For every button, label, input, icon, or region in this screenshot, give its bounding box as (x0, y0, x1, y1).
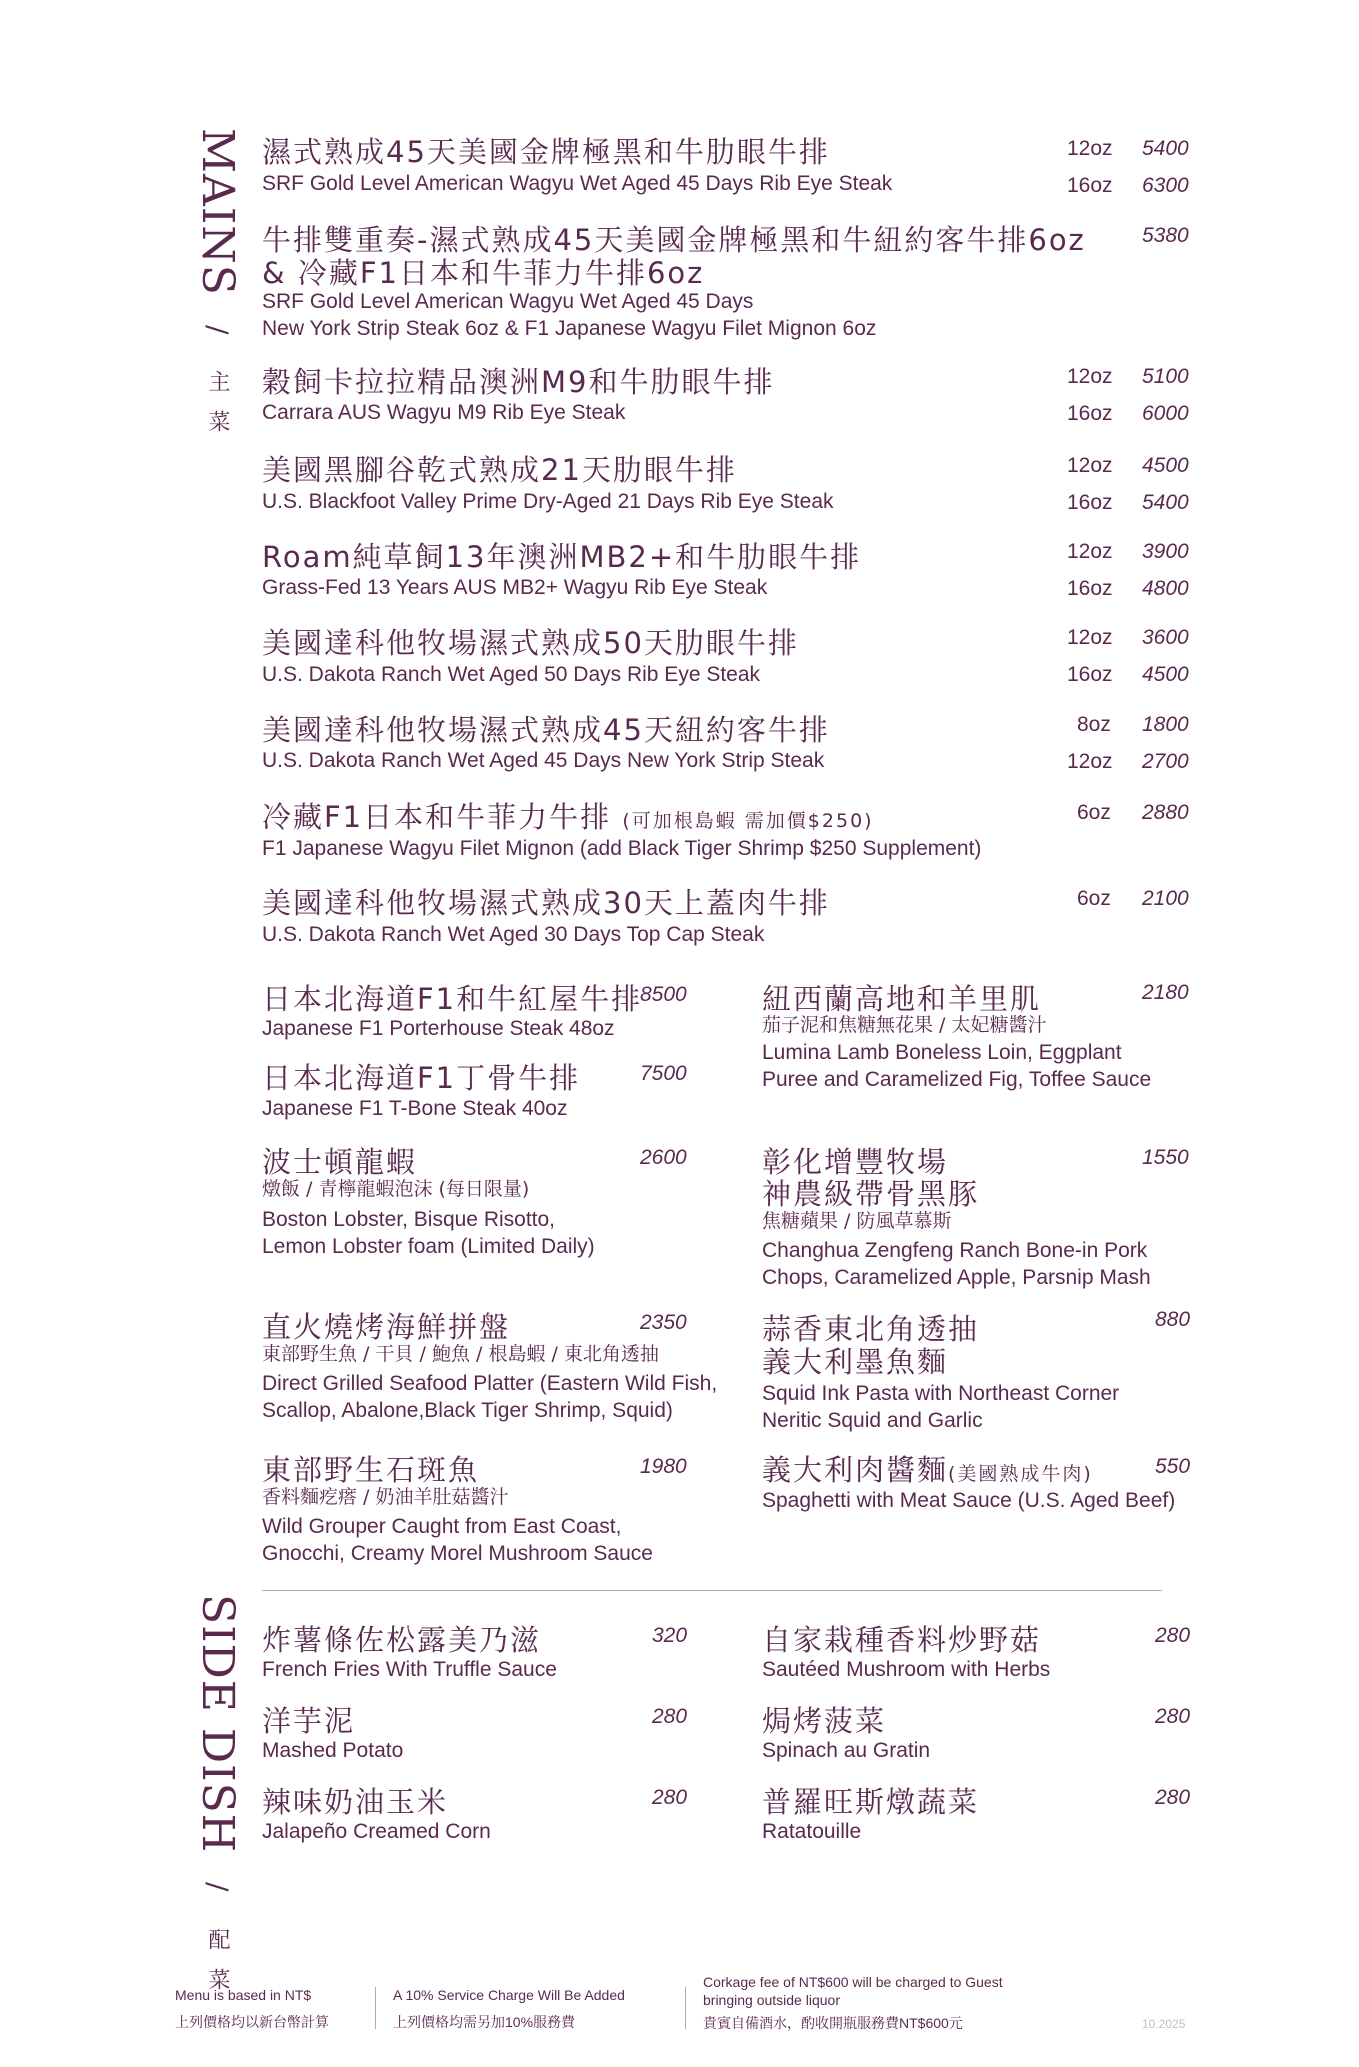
menu-item-size: 12oz (1067, 750, 1113, 773)
side-item-price: 280 (1155, 1624, 1191, 1647)
section-title-mains (192, 128, 243, 450)
menu-item-name: 美國達科他牧場濕式熟成45天紐約客牛排 (262, 713, 830, 747)
menu-item-size: 12oz (1067, 540, 1113, 563)
section-divider (262, 1590, 1162, 1591)
footer-currency-en: Menu is based in NT$ (175, 1987, 312, 2003)
menu-item-desc-line2: New York Strip Steak 6oz & F1 Japanese Wagyu Filet Mignon 6oz (262, 317, 877, 340)
menu-item-desc: Changhua Zengfeng Ranch Bone-in Pork (762, 1239, 1148, 1262)
footer-service-zh: 上列價格均需另加10%服務費 (393, 2014, 576, 2030)
menu-item-price: 5400 (1142, 137, 1189, 160)
side-item-desc: Mashed Potato (262, 1739, 404, 1762)
menu-item-size: 6oz (1077, 887, 1111, 910)
menu-item-desc: Squid Ink Pasta with Northeast Corner (762, 1382, 1120, 1405)
menu-item-name: 波士頓龍蝦 (262, 1145, 418, 1179)
menu-item-price: 8500 (640, 983, 687, 1006)
menu-item-desc: U.S. Dakota Ranch Wet Aged 45 Days New York Strip Steak (262, 749, 825, 772)
menu-item-size: 16oz (1067, 491, 1113, 514)
menu-item-desc: U.S. Blackfoot Valley Prime Dry-Aged 21 Days Rib Eye Steak (262, 490, 834, 513)
menu-item-desc: Carrara AUS Wagyu M9 Rib Eye Steak (262, 401, 626, 424)
menu-item-name: 紐西蘭高地和羊里肌 (762, 982, 1042, 1016)
menu-item-desc-line2: Gnocchi, Creamy Morel Mushroom Sauce (262, 1542, 653, 1565)
menu-item-price: 1980 (640, 1455, 687, 1478)
menu-item-price: 1550 (1142, 1146, 1189, 1169)
sides-separator: / (201, 1882, 234, 1893)
menu-item-desc: Spaghetti with Meat Sauce (U.S. Aged Beef) (762, 1489, 1176, 1512)
menu-item-desc: U.S. Dakota Ranch Wet Aged 50 Days Rib Eye Steak (262, 663, 761, 686)
mains-title: MAINS (192, 128, 243, 296)
menu-item-desc: SRF Gold Level American Wagyu Wet Aged 45 Days (262, 290, 754, 313)
menu-item-size: 12oz (1067, 137, 1113, 160)
menu-item-desc: F1 Japanese Wagyu Filet Mignon (add Black Tiger Shrimp $250 Supplement) (262, 837, 982, 860)
menu-item-name: 美國達科他牧場濕式熟成50天肋眼牛排 (262, 626, 799, 660)
side-item-desc: Spinach au Gratin (762, 1739, 931, 1762)
menu-item-name: 美國黑腳谷乾式熟成21天肋眼牛排 (262, 453, 737, 487)
menu-item-desc: Grass-Fed 13 Years AUS MB2+ Wagyu Rib Eye Steak (262, 576, 768, 599)
menu-item-name: 濕式熟成45天美國金牌極黑和牛肋眼牛排 (262, 135, 830, 169)
menu-item-desc: Japanese F1 T-Bone Steak 40oz (262, 1097, 568, 1120)
menu-item-desc-line2: Lemon Lobster foam (Limited Daily) (262, 1235, 595, 1258)
footer-corkage-zh: 貴賓自備酒水，酌收開瓶服務費NT$600元 (703, 2015, 963, 2031)
menu-item-desc: Boston Lobster, Bisque Risotto, (262, 1208, 556, 1231)
menu-item-price: 6300 (1142, 174, 1189, 197)
side-item-price: 280 (652, 1786, 688, 1809)
menu-item-size: 6oz (1077, 801, 1111, 824)
mains-title-zh: 主菜 (205, 370, 230, 451)
menu-item-price: 2180 (1142, 981, 1189, 1004)
menu-item-desc-line2: Scallop, Abalone,Black Tiger Shrimp, Squid) (262, 1399, 673, 1422)
menu-item-size: 8oz (1077, 713, 1111, 736)
side-item-name: 焗烤菠菜 (762, 1704, 887, 1738)
menu-item-subtitle: 東部野生魚 / 干貝 / 鮑魚 / 根島蝦 / 東北角透抽 (262, 1343, 659, 1365)
menu-item-price: 3600 (1142, 626, 1189, 649)
menu-item-desc: Direct Grilled Seafood Platter (Eastern Wild Fish, (262, 1372, 718, 1395)
menu-item-size: 12oz (1067, 365, 1113, 388)
sides-title-zh: 配菜 (205, 1927, 230, 2008)
menu-item-price: 4500 (1142, 663, 1189, 686)
menu-item-name: 美國達科他牧場濕式熟成30天上蓋肉牛排 (262, 886, 830, 920)
menu-item-name-line2: & 冷藏F1日本和牛菲力牛排6oz (262, 256, 705, 290)
footer-version: 10.2025 (1142, 2017, 1186, 2031)
menu-item-price: 2600 (640, 1146, 687, 1169)
footer-corkage-en: Corkage fee of NT$600 will be charged to Guest (703, 1974, 1003, 1990)
menu-item-price: 5380 (1142, 224, 1189, 247)
menu-item-name: 日本北海道F1和牛紅屋牛排 (262, 982, 643, 1016)
menu-item-price: 5100 (1142, 365, 1189, 388)
side-item-name: 辣味奶油玉米 (262, 1785, 449, 1819)
menu-item-desc-line2: Neritic Squid and Garlic (762, 1409, 983, 1432)
side-item-price: 280 (1155, 1705, 1191, 1728)
footer-divider (685, 1987, 686, 2029)
menu-item-subtitle: 焦糖蘋果 / 防風草慕斯 (762, 1210, 952, 1232)
menu-item-name-line2: 神農級帶骨黑豚 (762, 1177, 980, 1211)
side-item-desc: Sautéed Mushroom with Herbs (762, 1658, 1051, 1681)
side-item-name: 炸薯條佐松露美乃滋 (262, 1623, 542, 1657)
side-item-desc: French Fries With Truffle Sauce (262, 1658, 557, 1681)
menu-item-name: 蒜香東北角透抽 (762, 1312, 980, 1346)
side-item-price: 280 (652, 1705, 688, 1728)
menu-item-size: 16oz (1067, 174, 1113, 197)
menu-item-price: 3900 (1142, 540, 1189, 563)
menu-item-price: 2100 (1142, 887, 1189, 910)
side-item-price: 280 (1155, 1786, 1191, 1809)
footer-currency-zh: 上列價格均以新台幣計算 (175, 2014, 329, 2030)
menu-item-name (262, 795, 874, 836)
menu-item-price: 550 (1155, 1455, 1191, 1478)
menu-item-desc-line2: Puree and Caramelized Fig, Toffee Sauce (762, 1068, 1152, 1091)
menu-item-name: 彰化增豐牧場 (762, 1145, 949, 1179)
menu-item-note: (美國熟成牛肉) (948, 1463, 1093, 1485)
side-item-desc: Jalapeño Creamed Corn (262, 1820, 491, 1843)
menu-item-desc-line2: Chops, Caramelized Apple, Parsnip Mash (762, 1266, 1151, 1289)
menu-item-price: 5400 (1142, 491, 1189, 514)
menu-item-note: (可加根島蝦 需加價$250) (622, 810, 874, 832)
menu-item-name: 直火燒烤海鮮拼盤 (262, 1310, 511, 1344)
section-title-sides (192, 1594, 243, 2008)
menu-item-name (762, 1448, 1093, 1489)
menu-item-price: 2350 (640, 1311, 687, 1334)
menu-item-price: 880 (1155, 1308, 1191, 1331)
side-item-price: 320 (652, 1624, 688, 1647)
menu-item-price: 7500 (640, 1062, 687, 1085)
menu-item-subtitle: 茄子泥和焦糖無花果 / 太妃糖醬汁 (762, 1014, 1047, 1036)
menu-item-name: 東部野生石斑魚 (262, 1453, 480, 1487)
menu-item-desc: SRF Gold Level American Wagyu Wet Aged 45 Days Rib Eye Steak (262, 172, 893, 195)
menu-item-price: 2880 (1142, 801, 1189, 824)
menu-item-name-line2: 義大利墨魚麵 (762, 1345, 949, 1379)
menu-item-name-main: 冷藏F1日本和牛菲力牛排 (262, 800, 612, 834)
menu-item-subtitle: 香料麵疙瘩 / 奶油羊肚菇醬汁 (262, 1486, 509, 1508)
side-item-name: 自家栽種香料炒野菇 (762, 1623, 1042, 1657)
menu-item-name: 穀飼卡拉拉精品澳洲M9和牛肋眼牛排 (262, 365, 775, 399)
footer-divider (375, 1987, 376, 2029)
menu-item-name: Roam純草飼13年澳洲MB2+和牛肋眼牛排 (262, 540, 862, 574)
side-item-desc: Ratatouille (762, 1820, 862, 1843)
menu-item-desc: Japanese F1 Porterhouse Steak 48oz (262, 1017, 615, 1040)
footer-corkage-en-line2: bringing outside liquor (703, 1992, 840, 2008)
menu-item-price: 4500 (1142, 454, 1189, 477)
menu-item-desc: Lumina Lamb Boneless Loin, Eggplant (762, 1041, 1122, 1064)
menu-item-price: 1800 (1142, 713, 1189, 736)
side-item-name: 洋芋泥 (262, 1704, 356, 1738)
menu-item-name: 日本北海道F1丁骨牛排 (262, 1061, 581, 1095)
mains-separator: / (201, 324, 234, 336)
menu-item-name: 牛排雙重奏-濕式熟成45天美國金牌極黑和牛紐約客牛排6oz (262, 223, 1086, 257)
menu-item-size: 12oz (1067, 454, 1113, 477)
sides-title: SIDE DISH (192, 1594, 243, 1854)
menu-item-price: 4800 (1142, 577, 1189, 600)
menu-item-size: 16oz (1067, 402, 1113, 425)
menu-item-desc: Wild Grouper Caught from East Coast, (262, 1515, 622, 1538)
menu-item-name-main: 義大利肉醬麵 (762, 1453, 949, 1487)
menu-item-price: 2700 (1142, 750, 1189, 773)
menu-item-desc: U.S. Dakota Ranch Wet Aged 30 Days Top Cap Steak (262, 923, 765, 946)
menu-item-size: 16oz (1067, 663, 1113, 686)
menu-item-price: 6000 (1142, 402, 1189, 425)
footer-service-en: A 10% Service Charge Will Be Added (393, 1987, 625, 2003)
menu-item-subtitle: 燉飯 / 青檸龍蝦泡沫 (每日限量) (262, 1178, 530, 1200)
side-item-name: 普羅旺斯燉蔬菜 (762, 1785, 980, 1819)
menu-item-size: 12oz (1067, 626, 1113, 649)
menu-item-size: 16oz (1067, 577, 1113, 600)
